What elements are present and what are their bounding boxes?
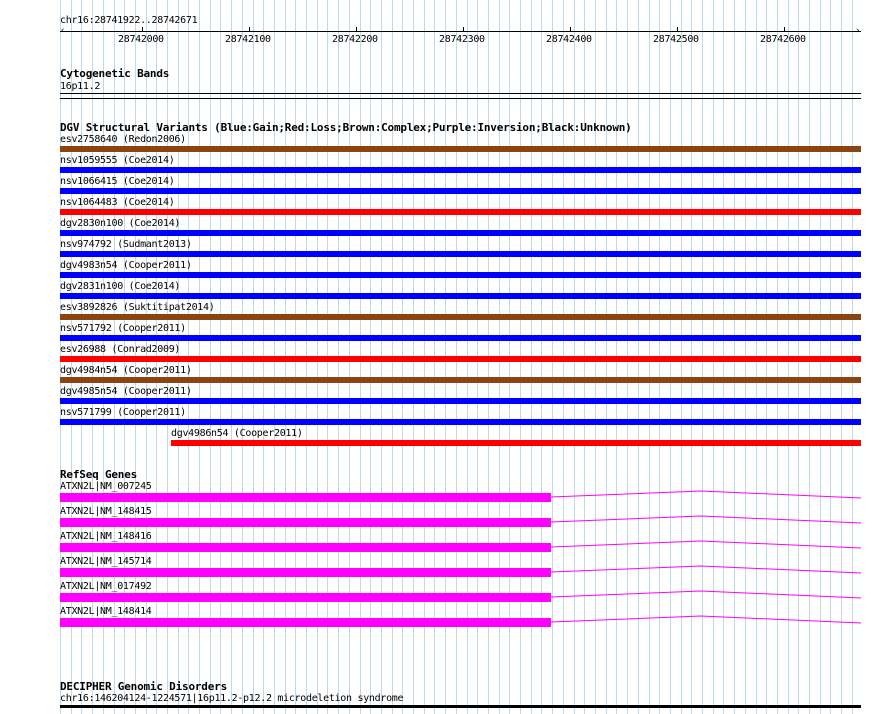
dgv-variant-bar[interactable]: [60, 209, 861, 215]
region-label: chr16:28741922..28742671: [60, 15, 198, 26]
refseq-intron-line[interactable]: [551, 489, 863, 501]
refseq-exon-bar[interactable]: [60, 618, 551, 627]
refseq-intron-line[interactable]: [551, 589, 863, 601]
ruler-axis: [60, 31, 861, 32]
dgv-variant-bar[interactable]: [60, 272, 861, 278]
refseq-intron-line[interactable]: [551, 514, 863, 526]
refseq-intron-line[interactable]: [551, 564, 863, 576]
dgv-variant-bar[interactable]: [60, 293, 861, 299]
dgv-variant-bar[interactable]: [60, 314, 861, 320]
refseq-track-title: RefSeq Genes: [60, 468, 138, 481]
ruler-tick-mark: [570, 27, 571, 32]
cytoband-bar-bottom: [60, 98, 861, 99]
dgv-variant-label[interactable]: nsv571792 (Cooper2011): [60, 323, 186, 334]
dgv-variant-bar[interactable]: [60, 335, 861, 341]
refseq-gene-label[interactable]: ATXN2L|NM_148415: [60, 506, 152, 517]
dgv-variant-label[interactable]: dgv4983n54 (Cooper2011): [60, 260, 192, 271]
dgv-variant-label[interactable]: dgv2830n100 (Coe2014): [60, 218, 181, 229]
ruler-tick-mark: [356, 27, 357, 32]
refseq-gene-label[interactable]: ATXN2L|NM_145714: [60, 556, 152, 567]
ruler-tick-mark: [463, 27, 464, 32]
refseq-intron-line[interactable]: [551, 614, 863, 626]
dgv-variant-bar[interactable]: [60, 398, 861, 404]
refseq-gene-label[interactable]: ATXN2L|NM_148414: [60, 606, 152, 617]
refseq-exon-bar[interactable]: [60, 543, 551, 552]
cytoband-name: 16p11.2: [60, 81, 101, 92]
cytoband-track-title: Cytogenetic Bands: [60, 67, 170, 80]
dgv-variant-bar[interactable]: [60, 377, 861, 383]
dgv-variant-bar[interactable]: [60, 230, 861, 236]
ruler-tick-label: 28742200: [332, 34, 378, 45]
dgv-variant-label[interactable]: esv2758640 (Redon2006): [60, 134, 186, 145]
dgv-variant-bar[interactable]: [60, 167, 861, 173]
dgv-variant-bar[interactable]: [60, 146, 861, 152]
dgv-variant-label[interactable]: dgv4985n54 (Cooper2011): [60, 386, 192, 397]
ruler-tick-mark: [249, 27, 250, 32]
dgv-variant-bar[interactable]: [171, 440, 861, 446]
dgv-variant-label[interactable]: dgv4986n54 (Cooper2011): [171, 428, 303, 439]
ruler-tick-label: 28742300: [439, 34, 485, 45]
refseq-exon-bar[interactable]: [60, 568, 551, 577]
decipher-track-title: DECIPHER Genomic Disorders: [60, 680, 227, 693]
dgv-variant-label[interactable]: nsv1066415 (Coe2014): [60, 176, 175, 187]
ruler-right-arrow-icon: ›: [855, 26, 861, 36]
dgv-variant-label[interactable]: esv26988 (Conrad2009): [60, 344, 181, 355]
refseq-exon-bar[interactable]: [60, 593, 551, 602]
dgv-variant-label[interactable]: nsv571799 (Cooper2011): [60, 407, 186, 418]
decipher-feature-bar[interactable]: [60, 705, 861, 708]
ruler-tick-label: 28742400: [546, 34, 592, 45]
cytoband-label[interactable]: [60, 81, 100, 92]
dgv-variant-bar[interactable]: [60, 419, 861, 425]
dgv-variant-label[interactable]: esv3892826 (Suktitipat2014): [60, 302, 215, 313]
dgv-variant-label[interactable]: dgv2831n100 (Coe2014): [60, 281, 181, 292]
dgv-track-title: DGV Structural Variants (Blue:Gain;Red:Loss;Brown:Complex;Purple:Inversion;Black:Unknown): [60, 121, 632, 134]
ruler-tick-mark: [142, 27, 143, 32]
dgv-variant-label[interactable]: dgv4984n54 (Cooper2011): [60, 365, 192, 376]
ruler-tick-label: 28742600: [760, 34, 806, 45]
refseq-gene-label[interactable]: ATXN2L|NM_007245: [60, 481, 152, 492]
dgv-variant-label[interactable]: nsv974792 (Sudmant2013): [60, 239, 192, 250]
ruler-tick-mark: [784, 27, 785, 32]
refseq-intron-line[interactable]: [551, 539, 863, 551]
decipher-item-label[interactable]: chr16:146204124-1224571|16p11.2-p12.2 microdeletion syndrome: [60, 693, 404, 704]
refseq-exon-bar[interactable]: [60, 493, 551, 502]
refseq-gene-label[interactable]: ATXN2L|NM_017492: [60, 581, 152, 592]
ruler-tick-label: 28742500: [653, 34, 699, 45]
dgv-variant-bar[interactable]: [60, 251, 861, 257]
refseq-exon-bar[interactable]: [60, 518, 551, 527]
ruler-tick-label: 28742100: [225, 34, 271, 45]
ruler-tick-mark: [677, 27, 678, 32]
dgv-variant-bar[interactable]: [60, 188, 861, 194]
refseq-gene-label[interactable]: ATXN2L|NM_148416: [60, 531, 152, 542]
dgv-variant-label[interactable]: nsv1059555 (Coe2014): [60, 155, 175, 166]
ruler-tick-label: 28742000: [118, 34, 164, 45]
dgv-variant-bar[interactable]: [60, 356, 861, 362]
cytoband-bar-top: [60, 93, 861, 94]
dgv-variant-label[interactable]: nsv1064483 (Coe2014): [60, 197, 175, 208]
ruler-left-arrow-icon: ‹: [60, 26, 66, 36]
